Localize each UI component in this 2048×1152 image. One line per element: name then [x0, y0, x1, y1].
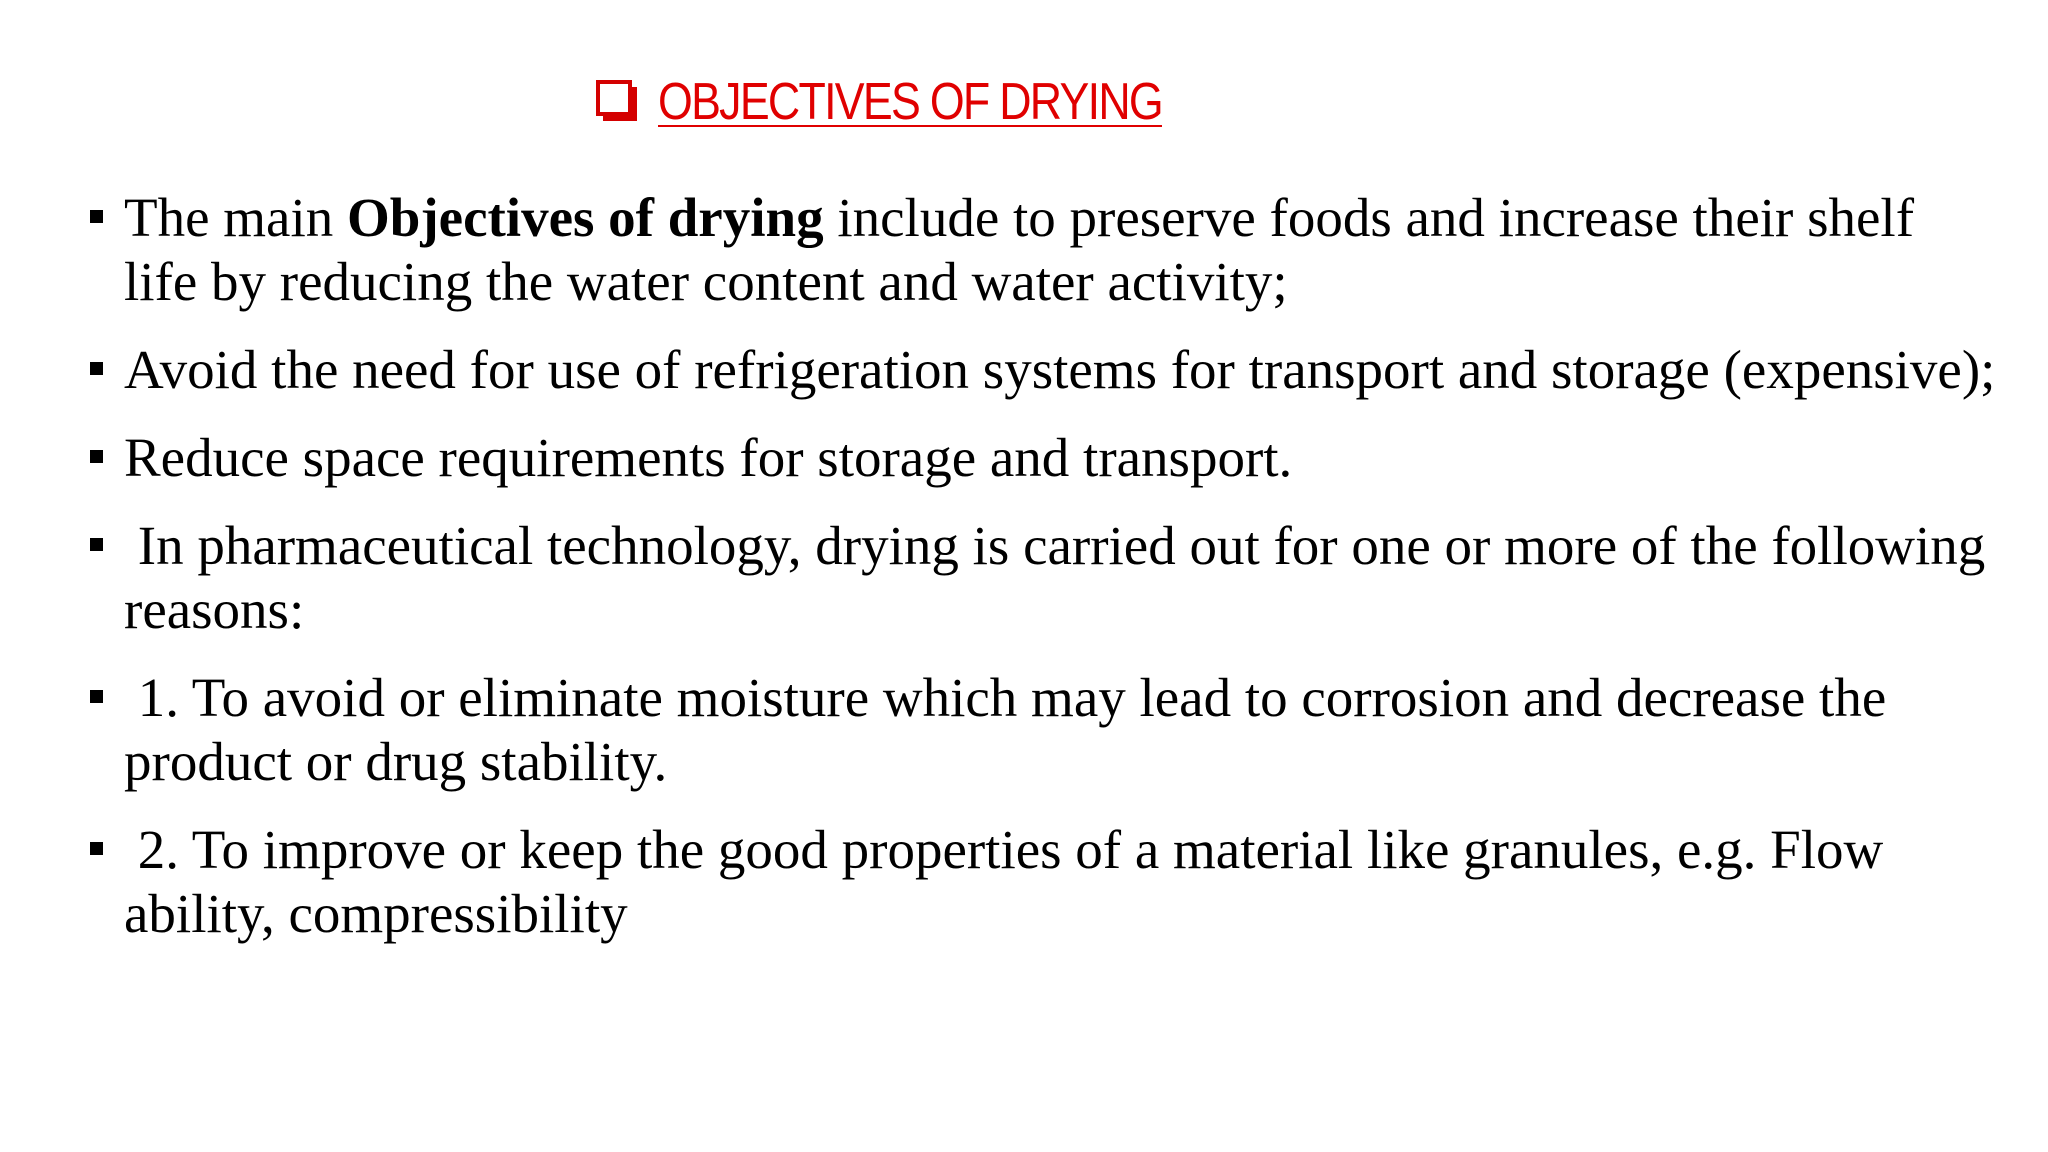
- bullet-item: [90, 338, 2000, 402]
- square-bullet-icon: [90, 210, 103, 223]
- slide-title-row: [596, 62, 1244, 142]
- bullet-list: [90, 186, 2000, 970]
- square-bullet-icon: [90, 538, 103, 551]
- square-bullet-icon: [90, 842, 103, 855]
- bullet-item: [90, 186, 2000, 314]
- bullet-text-bold: Objectives of drying: [346, 187, 824, 248]
- bullet-item: [90, 666, 2000, 794]
- bullet-text-pre: The main: [124, 187, 347, 248]
- bullet-text: Reduce space requirements for storage and transport.: [124, 427, 1293, 488]
- bullet-item: [90, 818, 2000, 946]
- slide-title: OBJECTIVES OF DRYING: [658, 73, 1162, 131]
- bullet-item: [90, 426, 2000, 490]
- bullet-text-post: include to preserve foods and increase their shelf life by reducing the water content and water activity;: [124, 187, 1915, 312]
- square-bullet-icon: [90, 450, 103, 463]
- bullet-text: In pharmaceutical technology, drying is carried out for one or more of the following reasons:: [124, 515, 1999, 640]
- bullet-text: 1. To avoid or eliminate moisture which may lead to corrosion and decrease the product or drug stability.: [124, 667, 1900, 792]
- checkbox-square-icon: [596, 80, 640, 124]
- square-bullet-icon: [90, 362, 103, 375]
- bullet-text: Avoid the need for use of refrigeration systems for transport and storage (expensive);: [124, 339, 1996, 400]
- bullet-item: [90, 514, 2000, 642]
- bullet-text: 2. To improve or keep the good properties of a material like granules, e.g. Flow ability, compressibility: [124, 819, 1897, 944]
- square-bullet-icon: [90, 690, 103, 703]
